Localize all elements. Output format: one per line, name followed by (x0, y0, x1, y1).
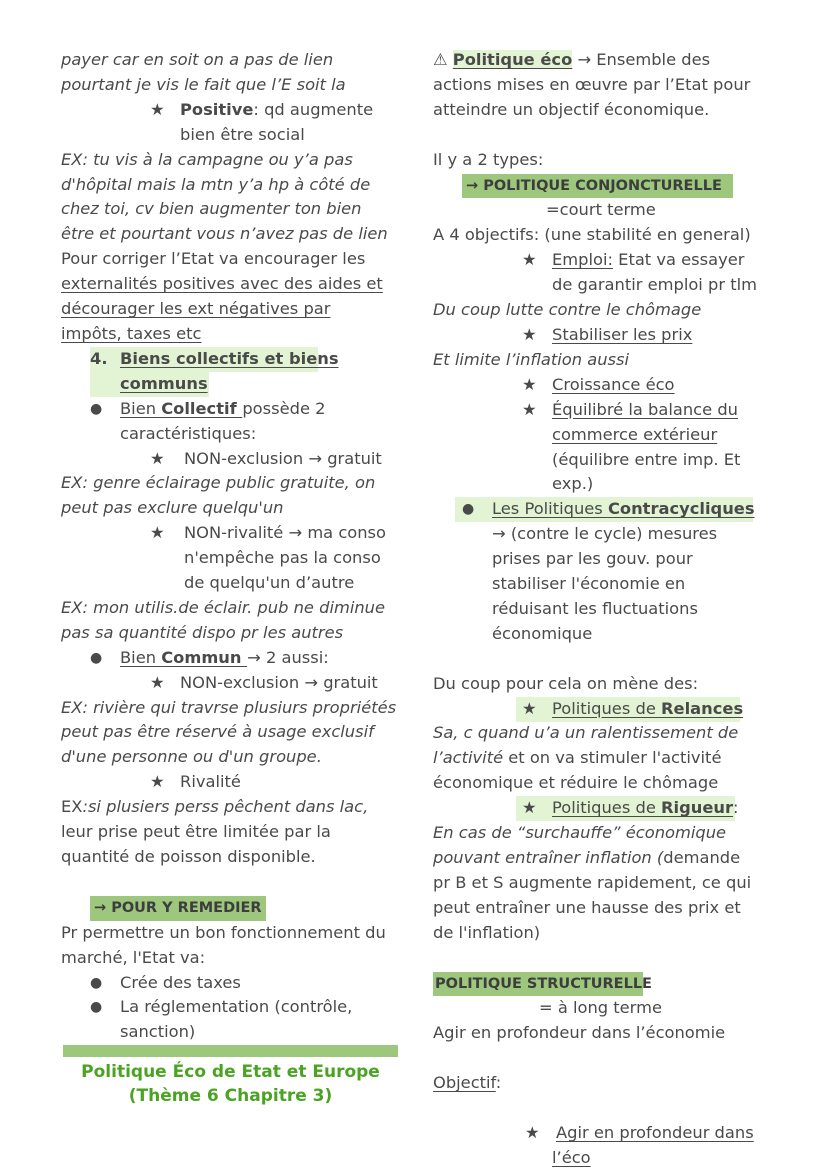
bullet-icon: ● (90, 400, 103, 417)
text-line: atteindre un objectif économique. (433, 99, 710, 119)
text-line: leur prise peut être limitée par la (61, 822, 331, 842)
positive-item: ★ Positive: qd augmente (61, 98, 401, 123)
star-icon: ★ (522, 399, 537, 419)
remedier-heading: → POUR Y REMEDIER (61, 895, 401, 921)
example-line: EX: genre éclairage public gratuite, on (61, 473, 376, 493)
bullet-icon: ● (90, 974, 103, 991)
text-line: pourtant je vis le fait que l’E soit la (61, 74, 346, 94)
section-heading-4: communs (61, 372, 401, 397)
text-line: caractéristiques: (120, 423, 257, 443)
example-line: peut pas être réservé à usage exclusif (61, 722, 374, 742)
text-line: l’activité et on va stimuler l'activité (433, 748, 722, 768)
text-line: Du coup lutte contre le chômage (433, 300, 702, 320)
star-icon: ★ (150, 672, 165, 692)
example-line: être et pourtant vous n’avez pas de lien (61, 224, 388, 244)
politique-eco-definition: ⚠ Politique éco → Ensemble des (433, 50, 711, 69)
text-line: A 4 objectifs: (une stabilité en general) (433, 225, 751, 245)
star-item: ★ Rivalité (61, 770, 401, 795)
bullet-bien-collectif: ● Bien Collectif possède 2 (61, 397, 401, 422)
text-line: marché, l'Etat va: (61, 947, 206, 967)
text-line: décourager les ext négatives par (61, 299, 331, 319)
star-croissance: ★ Croissance éco (433, 373, 773, 398)
text-line: =court terme (546, 200, 656, 220)
star-icon: ★ (150, 772, 165, 792)
text-line: stabiliser l'économie en (492, 574, 686, 594)
text-line: pouvant entraîner inflation (demande (433, 848, 741, 867)
text-line: commerce extérieur (552, 424, 718, 444)
bullet-reglementation: ● La réglementation (contrôle, (61, 995, 401, 1020)
spacer (433, 647, 773, 672)
star-item: ★ NON-rivalité → ma conso (61, 521, 401, 546)
example-line: d'une personne ou d'un groupe. (61, 747, 322, 767)
text-line: sanction) (120, 1022, 196, 1042)
star-item: ★ NON-exclusion → gratuit (61, 447, 401, 472)
example-line: EX: mon utilis.de éclair. pub ne diminue (61, 597, 385, 617)
example-line: pas sa quantité dispo pr les autres (61, 622, 344, 642)
bullet-icon: ● (462, 501, 475, 518)
left-column (61, 48, 401, 1045)
text-line: actions mises en œuvre par l’Etat pour (433, 74, 751, 94)
text-line: n'empêche pas la conso (184, 548, 381, 568)
bullet-icon: ● (90, 649, 103, 666)
star-emploi: ★ Emploi: Etat va essayer (433, 248, 773, 273)
star-icon: ★ (150, 523, 165, 543)
text-line: exp.) (552, 474, 594, 494)
example-line: peut pas exclure quelqu'un (61, 498, 284, 518)
star-icon: ★ (522, 374, 537, 394)
text-line: Pr permettre un bon fonctionnement du (61, 922, 386, 942)
text-line: réduisant les fluctuations (492, 598, 698, 618)
text-line: impôts, taxes etc (61, 323, 202, 343)
star-icon: ★ (522, 798, 537, 818)
bullet-bien-commun: ● Bien Commun → 2 aussi: (61, 646, 401, 671)
text-line: payer car en soit on a pas de lien (61, 50, 334, 69)
section-heading-4: 4. Biens collectifs et biens (61, 347, 401, 372)
text-line: prises par les gouv. pour (492, 549, 693, 569)
star-equilibre: ★ Équilibré la balance du (433, 398, 773, 423)
example-line: chez toi, cv bien augmenter ton bien (61, 199, 362, 219)
text-line: peut entraîner une hausse des prix et (433, 897, 741, 917)
text-line: de l'inflation) (433, 922, 541, 942)
text-line: économique (492, 623, 593, 643)
star-icon: ★ (522, 250, 537, 270)
text-line: Pour corriger l’Etat va encourager les (61, 249, 366, 269)
star-icon: ★ (522, 698, 537, 718)
text-line: = à long terme (539, 998, 662, 1018)
text-line: de garantir emploi pr tlm (552, 275, 757, 295)
star-icon: ★ (525, 1122, 540, 1142)
text-line: → (contre le cycle) mesures (492, 524, 718, 544)
bullet-contracycliques: ● Les Politiques Contracycliques (433, 497, 773, 522)
text-line: En cas de “surchauffe” économique (433, 823, 727, 843)
spacer (61, 870, 401, 895)
bullet-icon: ● (90, 999, 103, 1016)
star-icon: ★ (150, 99, 165, 119)
example-line: EX:si plusiers perss pêchent dans lac, (61, 797, 369, 817)
text-line: Il y a 2 types: (433, 149, 544, 169)
warning-icon: ⚠ (433, 50, 453, 69)
star-icon: ★ (522, 324, 537, 344)
text-line: Sa, c quand u’a un ralentissement de (433, 723, 739, 743)
text-line: économique et réduire le chômage (433, 773, 719, 793)
star-relances: ★ Politiques de Relances (433, 697, 773, 722)
text-line: Du coup pour cela on mène des: (433, 673, 699, 693)
structurelle-heading: POLITIQUE STRUCTURELLE (433, 971, 773, 997)
text-line: de quelqu'un d’autre (184, 573, 355, 593)
spacer (433, 1046, 773, 1071)
text-line: Et limite l’inflation aussi (433, 349, 630, 369)
text-line: (équilibre entre imp. Et (552, 449, 741, 469)
text-line: bien être social (180, 124, 305, 144)
star-stabiliser: ★ Stabiliser les prix (433, 323, 773, 348)
spacer (433, 123, 773, 148)
star-item: ★ NON-exclusion → gratuit (61, 671, 401, 696)
spacer (433, 946, 773, 971)
example-line: EX: tu vis à la campagne ou y’a pas (61, 149, 353, 169)
conjoncturelle-heading: → POLITIQUE CONJONCTURELLE (433, 173, 773, 199)
star-rigueur: ★ Politiques de Rigueur: (433, 796, 773, 821)
text-line: l’éco (552, 1147, 591, 1167)
text-line: quantité de poisson disponible. (61, 847, 316, 866)
objectif-label: Objectif: (433, 1073, 502, 1093)
text-line: Agir en profondeur dans l’économie (433, 1023, 726, 1043)
text-line: externalités positives avec des aides et (61, 274, 383, 294)
spacer (433, 1096, 773, 1121)
text-line: pr B et S augmente rapidement, ce qui (433, 872, 752, 892)
right-column (433, 48, 773, 1171)
example-line: d'hôpital mais la mtn y’a hp à côté de (61, 174, 371, 194)
star-agir: ★ Agir en profondeur dans (433, 1121, 773, 1146)
example-line: EX: rivière qui travrse plusiurs propriétés (61, 697, 397, 717)
star-icon: ★ (150, 448, 165, 468)
chapter-title: Politique Éco de Etat et Europe (Thème 6 Chapitre 3) (81, 1062, 380, 1106)
chapter-divider (63, 1045, 398, 1057)
bullet-taxes: ● Crée des taxes (61, 971, 401, 996)
